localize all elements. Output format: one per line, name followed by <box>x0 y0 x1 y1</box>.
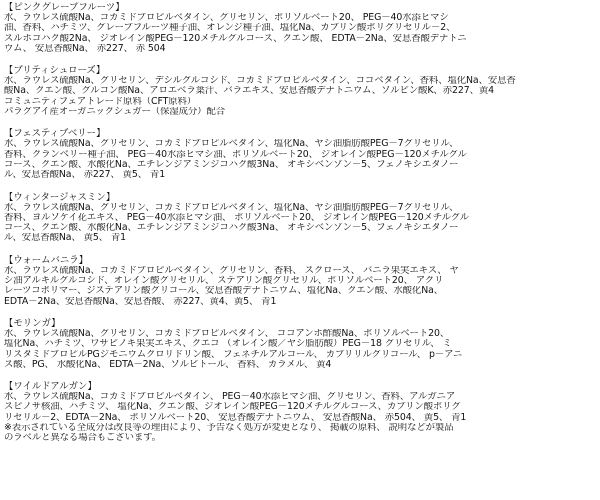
ingredient-line: 塩化Na、ハチミツ、ワサビノキ果実エキス、クエコ （オレイン酸／ヤシ脂肪酸）PEG－18 グリセリル、 ミ <box>4 339 452 350</box>
section-heading: 【ピンクグレープフルーツ】 <box>4 2 125 13</box>
note-line: コミュニティフェアトレード原料（CFT原料） <box>4 96 197 107</box>
ingredient-line: リセリル－2、EDTA－2Na、 ポリソルベート20、 安息香酸デナトニウム、 安息香酸Na、 赤504、 黄5、 青1 <box>4 412 467 423</box>
ingredient-line: ル、安息香酸Na、 黄5、 青1 <box>4 233 127 244</box>
section-moringa <box>4 318 596 370</box>
ingredient-line: スピノサ核油、ハチミツ、 塩化Na、クエン酸、ジオレイン酸PEG－120メチルグルコース、カプリン酸ポリグ <box>4 402 461 413</box>
ingredient-line: コース、クエン酸、水酸化Na、エチレンジアミンジコハク酸3Na、 オキシベンゾン－5、フェノキシエタノー <box>4 223 459 234</box>
ingredient-line: 水、ラウレス硫酸Na、グリセリン、デシルグルコシド、コカミドプロピルベタイン、ココベタイン、香料、塩化Na、安息香 <box>4 76 516 87</box>
ingredient-line: レーツコポリマー、ジステアリン酸グリコール、安息香酸デナトニウム、塩化Na、クエン酸、水酸化Na、 <box>4 286 444 297</box>
ingredient-line: 油、香料、ハチミツ、グレープフルーツ種子油、オレンジ種子油、塩化Na、カプリン酸ポリグリセリル－2、 <box>4 23 456 34</box>
section-wild-argan <box>4 381 596 443</box>
ingredient-line: EDTA－2Na、安息香酸Na、安息香酸、 赤227、黄4、黄5、 青1 <box>4 296 277 307</box>
section-heading: 【ブリティシュローズ】 <box>4 65 106 77</box>
ingredient-line: スルホコハク酸2Na、 ジオレイン酸PEG－120メチルグルコース、クエン酸、 EDTA－2Na、安息香酸デナトニ <box>4 33 467 44</box>
section-heading: 【ウォームバニラ】 <box>4 254 89 266</box>
ingredient-line: 水、ラウレス硫酸Na、コカミドプロピルベタイン、グリセリン、ポリソルベート20、 PEG－40水添ヒマシ <box>4 13 449 23</box>
note-line: パラグアイ産オーガニックシュガー（保湿成分）配合 <box>4 107 226 118</box>
ingredient-line: 香料、ヨルソケイ花エキス、 PEG－40水添ヒマシ油、 ポリソルベート20、 ジオレイン酸PEG－120メチルグル <box>4 212 469 223</box>
ingredient-line: ス酸、PG、 水酸化Na、 EDTA－2Na、ソルビトール、 香料、 カラメル、 黄4 <box>4 359 332 370</box>
ingredient-line: ウム、 安息香酸Na、 赤227、 赤 504 <box>4 43 166 54</box>
ingredient-line: シ油アルキルグルコシド、オレイン酸グリセリル、 ステアリン酸グリセリル、ポリソルベート20、 アクリ <box>4 276 444 287</box>
disclaimer-line: のラベルと異なる場合もございます。 <box>4 433 161 444</box>
ingredient-line: コース、クエン酸、水酸化Na、エチレンジアミンジコハク酸3Na、 オキシベンゾン－5、フェノキシエタノー <box>4 159 459 170</box>
section-british-rose <box>4 65 596 117</box>
section-heading: 【フェスティブベリー】 <box>4 128 106 140</box>
ingredient-line: 水、ラウレス硫酸Na、コカミドプロピルベタイン、 PEG－40水添ヒマシ油、グリセリン、香料、アルガニア <box>4 392 456 403</box>
ingredient-line: 香料、クランベリー種子油、 PEG－40水添ヒマシ油、ポリソルベート20、 ジオレイン酸PEG－120メチルグル <box>4 149 467 160</box>
ingredient-line: 水、ラウレス硫酸Na、グリセリン、コカミドプロピルベタイン、塩化Na、ヤシ油脂肪酸PEG－7グリセリル、 <box>4 139 459 150</box>
section-pink-grapefruit <box>4 2 596 54</box>
ingredient-line: 水、ラウレス硫酸Na、グリセリン、コカミドプロピルベタイン、塩化Na、ヤシ油脂肪酸PEG－7グリセリル、 <box>4 202 459 213</box>
ingredient-line: リスタミドプロピルPGジモニウムクロリドリン酸、 フェネチルアルコール、 カプリリルグリコール、 p－アニ <box>4 349 463 360</box>
section-heading: 【ウィンタージャスミン】 <box>4 191 116 203</box>
section-warm-vanilla <box>4 255 596 307</box>
ingredient-line: 水、ラウレス硫酸Na、コカミドプロピルベタイン、グリセリン、香料、 スクロース、 バニラ果実エキス、 ヤ <box>4 265 459 276</box>
ingredient-line: ル、安息香酸Na、 赤227、 黄5、 青1 <box>4 170 166 181</box>
ingredient-list-document <box>4 2 596 455</box>
disclaimer-line: ※表示されている全成分は改良等の理由により、予告なく処方が変更となり、 掲載の原料、 説明などが製品 <box>4 423 454 434</box>
ingredient-line: 酸Na、クエン酸、グルコン酸Na、アロエベラ葉汁、バラエキス、安息香酸デナトニウム、ソルビン酸K、赤227、黄4 <box>4 86 494 97</box>
section-festive-berry <box>4 128 596 180</box>
section-winter-jasmine <box>4 192 596 244</box>
ingredient-line: 水、ラウレス硫酸Na、グリセリン、コカミドプロピルベタイン、 ココアンホ酢酸Na、ポリソルベート20、 <box>4 328 450 339</box>
section-heading: 【ワイルドアルガン】 <box>4 381 97 393</box>
section-heading: 【モリンガ】 <box>4 317 61 329</box>
